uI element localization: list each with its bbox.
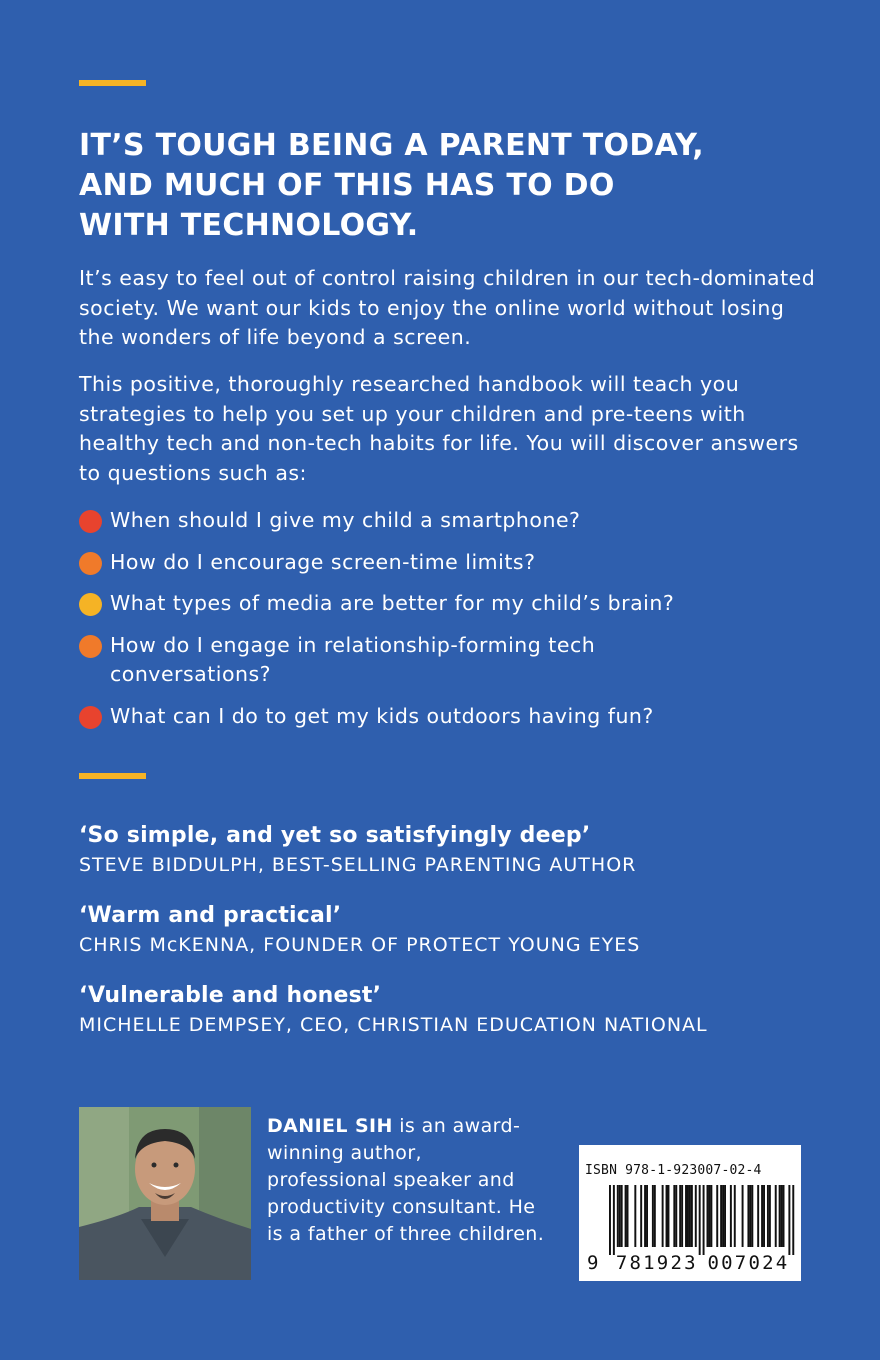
author-bio — [267, 1113, 547, 1248]
barcode-bar — [769, 1185, 771, 1247]
bullet-dot-icon — [79, 552, 102, 575]
barcode-bar — [640, 1185, 642, 1247]
bullet-dot-icon — [79, 706, 102, 729]
question-text: What types of media are better for my child’s brain? — [110, 591, 675, 615]
barcode-bar — [708, 1185, 710, 1247]
barcode-bar — [654, 1185, 656, 1247]
barcode-bar — [685, 1185, 687, 1247]
barcode-bar — [668, 1185, 670, 1247]
barcode-bar — [681, 1185, 683, 1247]
headline-line-1: IT’S TOUGH BEING A PARENT TODAY, — [79, 128, 704, 163]
barcode-digit: 3 — [684, 1252, 696, 1274]
bullet-dot-icon — [79, 510, 102, 533]
author-name: DANIEL SIH — [267, 1115, 393, 1137]
barcode-bar — [679, 1185, 681, 1247]
endorsement — [79, 901, 839, 959]
barcode-bar — [724, 1185, 726, 1247]
question-item — [79, 589, 819, 619]
endorsement-attribution: STEVE BIDDULPH, BEST-SELLING PARENTING AUTHOR — [79, 854, 637, 876]
barcode-digit: 7 — [615, 1252, 628, 1274]
barcode-digit: 9 — [587, 1252, 599, 1274]
barcode-bar — [644, 1185, 646, 1247]
barcode-bar — [761, 1185, 763, 1247]
barcode-bar — [763, 1185, 765, 1247]
endorsement-attribution: MICHELLE DEMPSEY, CEO, CHRISTIAN EDUCATION NATIONAL — [79, 1014, 708, 1036]
question-list — [79, 506, 819, 731]
barcode-bar — [775, 1185, 777, 1247]
barcode-bar — [707, 1185, 709, 1247]
barcode-bar — [783, 1185, 785, 1247]
barcode-bar — [749, 1185, 751, 1247]
barcode-bar — [710, 1185, 712, 1247]
barcode-bar — [734, 1185, 736, 1247]
barcode-bar — [691, 1185, 693, 1247]
barcode-bar — [662, 1185, 664, 1247]
bullet-dot-icon — [79, 635, 102, 658]
barcode-digit: 9 — [656, 1252, 669, 1274]
barcode-bar — [689, 1185, 691, 1247]
barcode-bar — [757, 1185, 759, 1247]
barcode-bar — [666, 1185, 668, 1247]
endorsement-quote: ‘Vulnerable and honest’ — [79, 983, 382, 1008]
intro-paragraph: It’s easy to feel out of control raising children in our tech-dominated society. We want our kids to enjoy the online world without losing the wonders of life beyond a screen. — [79, 266, 816, 349]
barcode-digit: 7 — [734, 1252, 747, 1274]
question-text: When should I give my child a smartphone? — [110, 508, 581, 532]
barcode-bar — [621, 1185, 623, 1247]
barcode-bar — [703, 1185, 705, 1255]
author-bio-text: is an award-winning author, professional speaker and productivity consultant. He is a father of three children. — [267, 1115, 545, 1245]
barcode-bar — [617, 1185, 619, 1247]
barcode-bar — [675, 1185, 677, 1247]
question-text: How do I encourage screen-time limits? — [110, 549, 536, 574]
barcode-bar — [687, 1185, 689, 1247]
barcode-bar — [751, 1185, 753, 1247]
barcode-bar — [742, 1185, 744, 1247]
barcode-bar — [609, 1185, 611, 1255]
headline — [79, 126, 819, 246]
barcode-bar — [779, 1185, 781, 1247]
barcode-digit: 1 — [643, 1252, 655, 1274]
barcode-bar — [625, 1185, 627, 1247]
question-item — [79, 548, 819, 578]
barcode-digit: 0 — [721, 1252, 733, 1274]
question-item — [79, 631, 819, 690]
question-item — [79, 702, 819, 732]
endorsement-quote: ‘So simple, and yet so satisfyingly deep’ — [79, 823, 591, 848]
barcode-digit: 0 — [748, 1252, 760, 1274]
headline-line-2: AND MUCH OF THIS HAS TO DO — [79, 168, 615, 203]
barcode-bar — [767, 1185, 769, 1247]
question-text: How do I engage in relationship-forming tech conversations? — [110, 632, 596, 686]
barcode-bar — [722, 1185, 724, 1247]
barcode-bar — [652, 1185, 654, 1247]
barcode-digit: 0 — [707, 1252, 719, 1274]
barcode-bar — [781, 1185, 783, 1247]
barcode-digit: 2 — [670, 1252, 682, 1274]
barcode-digit: 4 — [775, 1252, 788, 1274]
endorsement-attribution: CHRIS McKENNA, FOUNDER OF PROTECT YOUNG EYES — [79, 934, 641, 956]
author-photo — [79, 1107, 251, 1280]
endorsement — [79, 821, 839, 879]
barcode-bar — [673, 1185, 675, 1247]
barcode-bar — [613, 1185, 615, 1255]
headline-line-3: WITH TECHNOLOGY. — [79, 208, 419, 243]
barcode-bar — [627, 1185, 629, 1247]
barcode-bar — [716, 1185, 718, 1247]
barcode-bar — [646, 1185, 648, 1247]
bullet-dot-icon — [79, 593, 102, 616]
accent-rule-middle — [79, 773, 146, 779]
barcode-bar — [730, 1185, 732, 1247]
accent-rule-top — [79, 80, 146, 86]
barcode-bar — [747, 1185, 749, 1247]
description-paragraph: This positive, thoroughly researched handbook will teach you strategies to help you set up your children and pre-teens with healthy tech and non-tech habits for life. You will discover answers to questions such as: — [79, 372, 799, 485]
endorsement-quote: ‘Warm and practical’ — [79, 903, 342, 928]
question-text: What can I do to get my kids outdoors having fun? — [110, 703, 654, 728]
barcode-bar — [695, 1185, 697, 1247]
barcode-digits — [585, 1252, 797, 1274]
endorsement — [79, 981, 839, 1039]
isbn-barcode — [579, 1145, 801, 1281]
barcode-bar — [792, 1185, 794, 1255]
isbn-label: ISBN 978-1-923007-02-4 — [585, 1163, 762, 1178]
barcode-digit: 2 — [762, 1252, 774, 1274]
barcode-bar — [619, 1185, 621, 1247]
barcode-bar — [788, 1185, 790, 1255]
barcode-digit: 8 — [629, 1252, 641, 1274]
barcode-bar — [634, 1185, 636, 1247]
author-portrait-icon — [79, 1107, 251, 1280]
question-item — [79, 506, 819, 536]
barcode-bar — [720, 1185, 722, 1247]
barcode-bar — [699, 1185, 701, 1255]
